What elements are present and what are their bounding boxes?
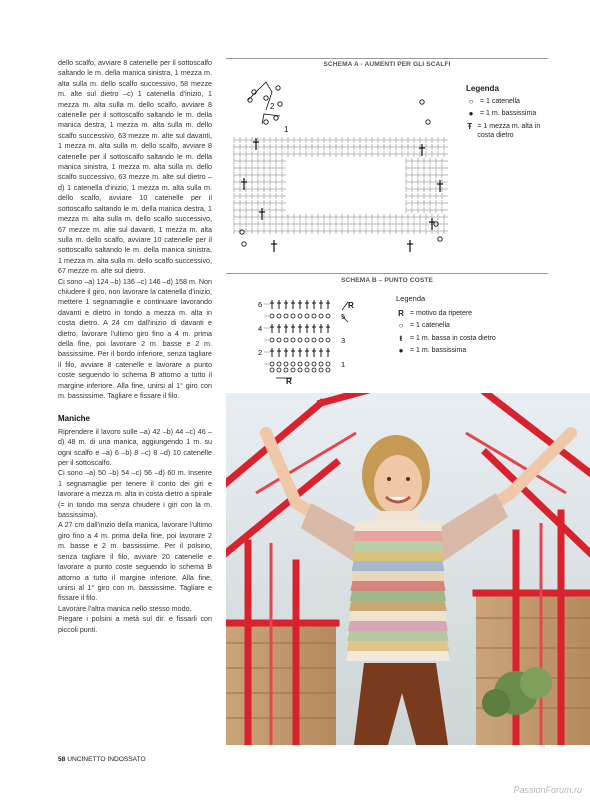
chain-circle-icon [276, 86, 280, 90]
row-label: 1 [341, 360, 346, 369]
sweater-stripe [352, 561, 445, 571]
chain-circle-icon [291, 338, 295, 342]
chain-circle-icon [319, 368, 323, 372]
page-footer [58, 756, 146, 763]
chain-circle-icon [284, 362, 288, 366]
chain-circle-icon [319, 314, 323, 318]
legend-text: = 1 catenella [410, 322, 450, 329]
row-label: 2 [258, 348, 263, 357]
chain-circle-icon [291, 314, 295, 318]
sweater-stripe [348, 621, 448, 631]
stitch-path [248, 82, 272, 110]
chain-circle-icon [298, 314, 302, 318]
schema-b-title: SCHEMA B – PUNTO COSTE [341, 277, 433, 284]
chain-circle-icon [326, 338, 330, 342]
chain-circle-icon [312, 314, 316, 318]
sweater-stripe [347, 641, 449, 651]
body-paragraph: dello scalfo, avviare 8 catenelle per il sottoscalfo saltando le m. della manica sinistra, 1 mezza m. alta sulla m. dello scalfo successivo, 58 mezze m. alte sul dietro –c) 1 catenella d'inizio, 1 mezza m. alta sulla m. dello scalfo, avviare 8 catenelle per il sottoscalfo saltando le m. della manica destra, 1 mezza m. alta sulla m. dello scalfo successivo, 63 mezze m. alte sul davanti, 1 mezza m. alta sulla m. dello scalfo, avviare 8 catenelle per il sottoscalfo saltando le m. della manica sinistra, 1 mezza m. alta sulla m. dello scalfo successivo, 63 mezze m. alte sul dietro –d) 1 catenella d'inizio, 1 mezza m. alta sulla m. dello scalfo, avviare 10 catenelle per il sottoscalfo saltando le m. della manica destra, 1 mezza m. alta sulla m. dello scalfo successivo, 67 mezze m. alte sul davanti, 1 mezza m. alta sulla m. dello scalfo, avviare 10 catenelle per il sottoscalfo saltando le m. della manica sinistra, 1 mezza m. alta sulla m. dello scalfo successivo, 67 mezze m. alte sul dietro. [58, 59, 212, 276]
chain-circle-icon [264, 96, 268, 100]
chain-circle-icon [305, 362, 309, 366]
photo-illustration [226, 393, 590, 745]
body-paragraph: Piegare i polsini a metà sul dir. e fissarli con piccoli punti. [58, 615, 212, 634]
chain-circle-icon [305, 338, 309, 342]
magazine-name: UNCINETTO INDOSSATO [67, 756, 146, 763]
chain-circle-icon [438, 237, 442, 241]
body-paragraph: Riprendere il lavoro sulle –a) 42 –b) 44 –c) 46 –d) 48 m. di una manica, aggiungendo 1 m. su ogni scalfo e –a) 6 –b) 8 –c) 8 –d) 10 catenelle per il sottoscalfo. [58, 427, 212, 468]
chain-circle-icon [284, 314, 288, 318]
divider [226, 58, 548, 59]
sweater-stripe [350, 581, 445, 591]
chain-circle-icon [326, 362, 330, 366]
dot-icon: ● [398, 346, 404, 355]
sweater-stripe [352, 551, 444, 561]
chain-circle-icon: ○ [398, 321, 404, 330]
chain-circle-icon [326, 368, 330, 372]
chain-circle-icon [312, 338, 316, 342]
stitch-path [262, 114, 280, 124]
sweater-stripe [347, 631, 448, 641]
chain-circle-icon [264, 120, 268, 124]
chain-circle-icon [277, 338, 281, 342]
repeat-label: R [286, 377, 292, 386]
instructions-column [58, 58, 212, 635]
schema-b-legend [396, 294, 526, 359]
chain-circle-icon [426, 120, 430, 124]
sweater-stripe [350, 591, 446, 601]
chain-circle-icon [278, 102, 282, 106]
sweater-stripe [349, 601, 447, 611]
chain-circle-icon [298, 338, 302, 342]
legend-text: = 1 m. bassissima [480, 110, 537, 117]
chain-circle-icon [284, 338, 288, 342]
chain-circle-icon [420, 100, 424, 104]
legend-text: = 1 m. bassa in costa dietro [410, 334, 496, 342]
page-number: 58 [58, 756, 66, 763]
row-label: 3 [341, 336, 346, 345]
sweater-collar [376, 511, 420, 525]
legend-text: = 1 mezza m. alta in costa dietro [477, 122, 541, 139]
chain-circle-icon [277, 368, 281, 372]
chain-circle-icon [312, 368, 316, 372]
schema-a-diagram [226, 74, 456, 254]
single-back-loop-icon: ŧ [399, 333, 403, 343]
legend-text: = 1 m. bassissima [410, 347, 467, 354]
chain-circle-icon [270, 368, 274, 372]
legend-title: Legenda [396, 294, 426, 303]
body-paragraph: Ci sono –a) 50 –b) 54 –c) 56 –d) 60 m. Inserire 1 segnamaglie per tenere il conto dei giri e lavorare a mezza m. alta in costa dietro a spirale (= in tondo ma senza chiudere i giri con la m. bassissima). [58, 469, 212, 520]
legend-text: = 1 catenella [480, 97, 520, 105]
chain-circle-icon [291, 362, 295, 366]
chain-circle-icon [270, 314, 274, 318]
schema-a-title: SCHEMA A - AUMENTI PER GLI SCALFI [323, 61, 451, 68]
chain-circle-icon [326, 314, 330, 318]
chain-circle-icon [319, 362, 323, 366]
chain-circle-icon [277, 314, 281, 318]
body-paragraph: Lavorare l'altra manica nello stesso modo. [58, 604, 192, 613]
section-heading: Maniche [58, 414, 91, 424]
chain-circle-icon: ○ [468, 96, 474, 106]
chain-circle-icon [270, 338, 274, 342]
schema-a-legend [466, 84, 552, 144]
watermark: PassionForum.ru [513, 785, 582, 795]
model-photo [226, 393, 590, 745]
repeat-r-icon: R [398, 308, 404, 318]
chain-circle-icon [291, 368, 295, 372]
row-label: 1 [284, 125, 289, 134]
half-double-back-loop-icon: Ŧ [467, 121, 473, 131]
chain-circle-icon [319, 338, 323, 342]
body-paragraph: A 27 cm dall'inizio della manica, lavorare l'ultimo giro fino a 4 m. prima della fine, poi lavorare 2 m. basse e 2 m. bassissime. Per il polsino, senza tagliare il filo, avviare 20 catenelle e lavorare a punto coste seguendo lo schema B attorno a tutto il margine inferiore. Alla fine, unirsi al 1° giro con m. bassissime. Tagliare e fissare il filo. [58, 521, 212, 603]
chain-circle-icon [270, 362, 274, 366]
row-label: 5 [341, 312, 346, 321]
divider [226, 273, 548, 274]
chain-circle-icon [284, 368, 288, 372]
chain-circle-icon [298, 368, 302, 372]
chain-circle-icon [305, 314, 309, 318]
sweater-stripe [353, 531, 442, 541]
chain-circle-icon [274, 116, 278, 120]
chain-circle-icon [305, 368, 309, 372]
dot-icon: ● [468, 109, 474, 118]
chain-circle-icon [242, 242, 246, 246]
sweater-stripe [353, 541, 443, 551]
schema-b-diagram [256, 294, 366, 386]
sweater-stripe [346, 651, 450, 661]
legend-title: Legenda [466, 84, 499, 93]
row-label: 4 [258, 324, 263, 333]
repeat-label: R [348, 301, 354, 310]
body-paragraph: Ci sono –a) 124 –b) 136 –c) 146 –d) 158 m. Non chiudere il giro, non lavorare la catenella d'inizio, mettere 1 segnamaglie e continuare lavorando davanti e dietro in tondo a mezza m. alta in costa dietro. A 24 cm dall'inizio di davanti e dietro, lavorare l'ultimo giro fino a 4 m. prima della fine, poi lavorare 2 m. basse e 2 m. bassissime. Per il bordo inferiore, senza tagliare il filo, avviare 8 catenelle e lavorare a punto coste seguendo lo schema B attorno a tutto il margine inferiore. Alla fine, unirsi al 1° giro con m. bassissime. Tagliare e fissare il filo. [58, 277, 212, 400]
sweater-stripe [351, 571, 445, 581]
row-label: 6 [258, 300, 263, 309]
chain-circle-icon [298, 362, 302, 366]
sweater-stripe [349, 611, 448, 621]
chain-circle-icon [277, 362, 281, 366]
chain-circle-icon [312, 362, 316, 366]
row-label: 2 [270, 102, 275, 111]
legend-text: = motivo da ripetere [410, 309, 473, 317]
